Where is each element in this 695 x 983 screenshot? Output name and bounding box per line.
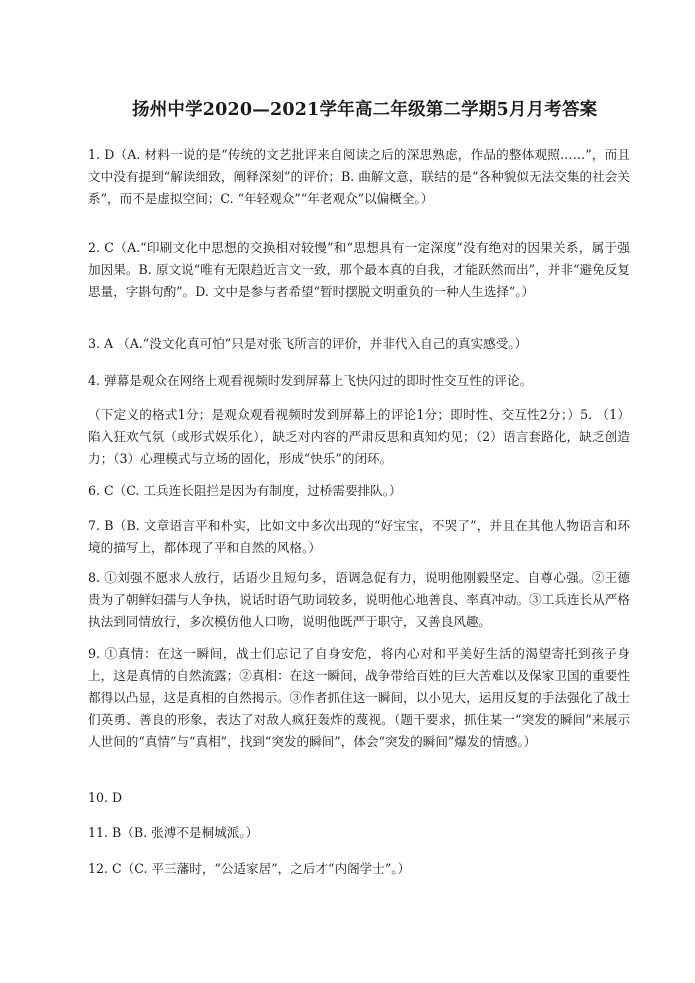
answer-10: 10. D [88,790,123,805]
answer-1: 1. D（A. 材料一说的是“传统的文艺批评来自阅读之后的深思熟虑，作品的整体观照……”，而且文中没有提到“解读细致，阐释深刻”的评价；B. 曲解文意，联结的是“各种貌似无法交集的社会关系”，而不是虚拟空间；C. “年轻观众”“年老观众”以偏概全。） [88,147,630,206]
document-title: 扬州中学2020—2021学年高二年级第二学期5月月考答案 [132,100,598,120]
answer-4-5-scoring: （下定义的格式1分；是观众观看视频时发到屏幕上的评论1分；即时性、交互性2分；）5. （1）陷入狂欢气氛（或形式娱乐化），缺乏对内容的严肃反思和真知灼见；（2）语言套路化，缺乏创造力；（3）心理模式与立场的固化，形成“快乐”的闭环。 [88,407,630,466]
answer-8: 8. ①刘强不愿求人放行，话语少且短句多，语调急促有力，说明他刚毅坚定、自尊心强。②王德贵为了朝鲜妇孺与人争执，说话时语气助词较多，说明他心地善良、率真冲动。③工兵连长从严格执法到同情放行，多次模仿他人口吻，说明他既严于职守，又善良风趣。 [88,570,630,629]
answer-9: 9. ①真情：在这一瞬间，战士们忘记了自身安危，将内心对和平美好生活的渴望寄托到孩子身上，这是真情的自然流露；②真相：在这一瞬间，战争带给百姓的巨大苦难以及保家卫国的重要性都得以凸显，这是真相的自然揭示。③作者抓住这一瞬间，以小见大，运用反复的手法强化了战士们英勇、善良的形象，表达了对敌人疯狂轰炸的蔑视。（题干要求，抓住某一“突发的瞬间”来展示人世间的“真情”与“真相”，找到“突发的瞬间”，体会“突发的瞬间”爆发的情感。） [88,646,630,749]
answer-7: 7. B（B. 文章语言平和朴实，比如文中多次出现的“好宝宝，不哭了”，并且在其他人物语言和环境的描写上，都体现了平和自然的风格。） [88,518,630,555]
answer-11: 11. B（B. 张溥不是桐城派。） [88,825,259,840]
answer-4: 4. 弹幕是观众在网络上观看视频时发到屏幕上飞快闪过的即时性交互性的评论。 [88,373,533,388]
answer-12: 12. C（C. 平三藩时，“公适家居”，之后才“内阁学士”。） [88,861,411,876]
answer-6: 6. C（C. 工兵连长阻拦是因为有制度，过桥需要排队。） [88,483,402,498]
answer-3: 3. A （A.“没文化真可怕”只是对张飞所言的评价，并非代入自己的真实感受。） [88,336,528,351]
answer-2: 2. C（A.“印刷文化中思想的交换相对较慢”和“思想具有一定深度”没有绝对的因果关系，属于强加因果。B. 原文说“唯有无限趋近言文一致，那个最本真的自我，才能跃然而出”，并非“避免反复思量，字斟句酌”。D. 文中是参与者希望“暂时摆脱文明重负的一种人生选择”。） [88,240,630,299]
